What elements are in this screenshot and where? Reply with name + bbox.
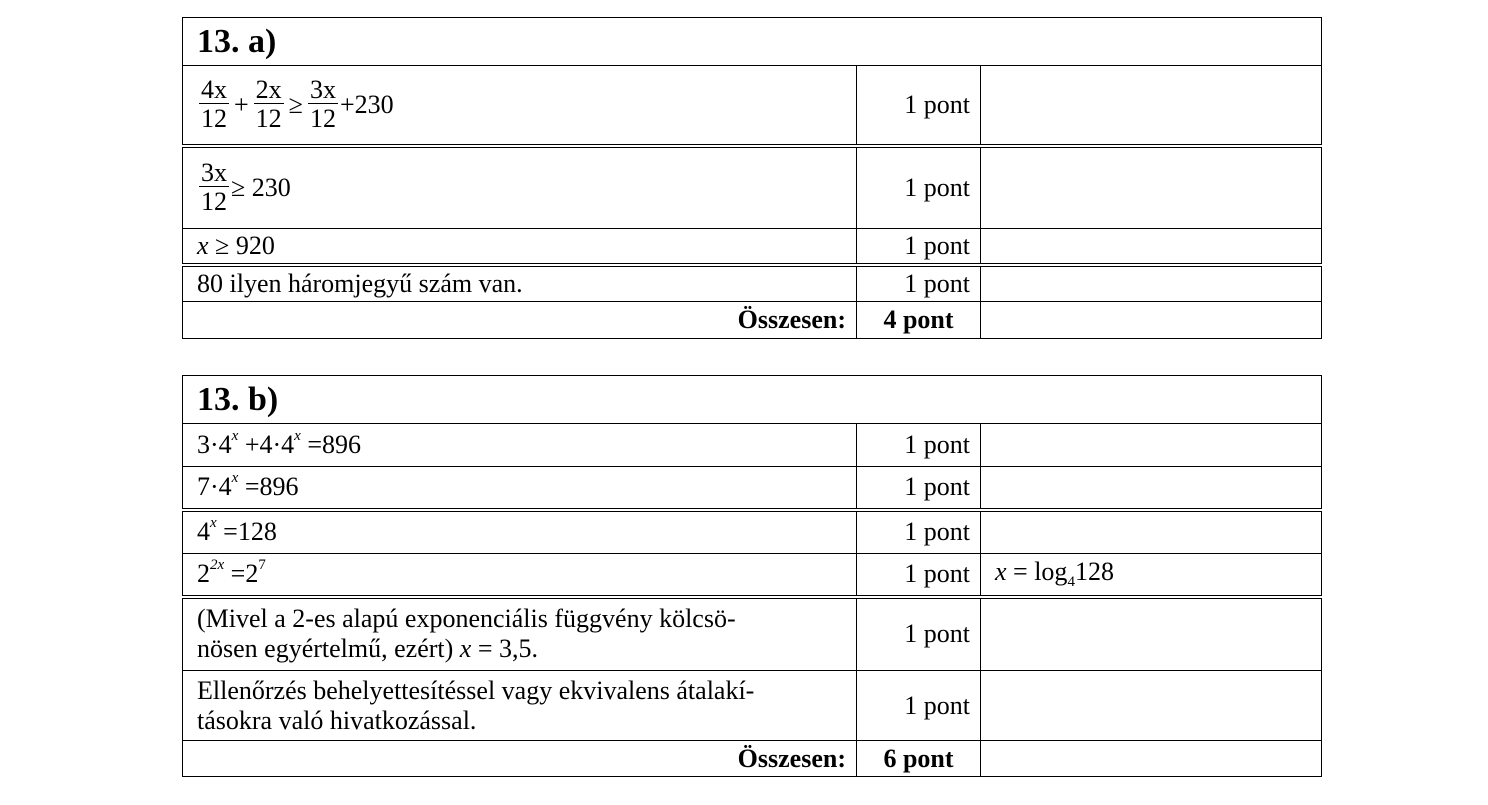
- points-cell: 1 pont: [857, 597, 981, 671]
- expr-part: =128: [216, 517, 277, 547]
- fraction: [199, 159, 229, 217]
- variable: x: [459, 634, 472, 664]
- exponent: x: [231, 470, 239, 487]
- table-row: [183, 554, 1322, 597]
- table-row: [183, 467, 1322, 510]
- notes-cell: [981, 66, 1322, 146]
- exponent: 2x: [210, 557, 225, 574]
- variable: x: [197, 230, 209, 260]
- exponent: 7: [258, 557, 266, 574]
- notes-cell: [981, 424, 1322, 467]
- notes-cell: [981, 510, 1322, 554]
- text-cell: 80 ilyen háromjegyű szám van.: [183, 265, 857, 302]
- tail-text: ≥ 230: [231, 172, 291, 202]
- line-text: tásokra való hivatkozással.: [197, 705, 477, 735]
- fraction-den: 12: [201, 186, 227, 216]
- expr-part: =2: [224, 559, 259, 589]
- expr-part: =896: [238, 472, 299, 502]
- points-cell: 1 pont: [857, 467, 981, 510]
- math-cell: [183, 66, 857, 146]
- notes-cell: [981, 265, 1322, 302]
- fraction: [199, 76, 229, 134]
- total-points: 4 pont: [857, 302, 981, 339]
- fraction-num: 2x: [255, 74, 282, 104]
- expr-part: 4: [197, 517, 210, 547]
- expr-part: 2: [197, 559, 210, 589]
- table-row: [183, 229, 1322, 265]
- total-points: 6 pont: [857, 741, 981, 777]
- line-text: Ellenőrzés behelyettesítéssel vagy ekvivalens átalakí-: [197, 675, 755, 705]
- table-row: [183, 146, 1322, 229]
- math-cell: [183, 229, 857, 265]
- expr-part: =896: [300, 430, 362, 460]
- fraction-num: 4x: [201, 74, 227, 104]
- notes-cell: [981, 741, 1322, 777]
- fraction: [254, 76, 284, 134]
- log-base: 4: [1067, 574, 1075, 591]
- math-cell: [183, 554, 857, 597]
- notes-cell: [981, 554, 1322, 597]
- notes-cell: [981, 597, 1322, 671]
- section-a-table: [182, 17, 1322, 339]
- line-text: = 3,5.: [471, 634, 538, 664]
- fraction-den: 12: [309, 103, 336, 133]
- text-cell: [183, 597, 857, 671]
- table-row: [183, 597, 1322, 671]
- note-text: 128: [1074, 557, 1114, 587]
- notes-cell: [981, 229, 1322, 265]
- expr-part: 3·4: [197, 430, 232, 460]
- total-label: Összesen:: [183, 741, 857, 777]
- tail-text: ≥ 920: [208, 230, 275, 260]
- fraction-den: 12: [255, 103, 282, 133]
- points-cell: 1 pont: [857, 554, 981, 597]
- exponent: x: [294, 428, 301, 445]
- notes-cell: [981, 671, 1322, 741]
- section-b-table: [182, 375, 1322, 777]
- points-cell: 1 pont: [857, 424, 981, 467]
- plus-sign: +: [234, 89, 249, 119]
- points-cell: 1 pont: [857, 66, 981, 146]
- notes-cell: [981, 146, 1322, 229]
- points-cell: 1 pont: [857, 146, 981, 229]
- section-a-title: 13. a): [183, 18, 1322, 66]
- math-cell: [183, 467, 857, 510]
- table-row: [183, 265, 1322, 302]
- fraction-den: 12: [201, 103, 227, 133]
- exponent: x: [231, 428, 239, 445]
- points-cell: 1 pont: [857, 510, 981, 554]
- total-row: [183, 741, 1322, 777]
- tail-text: +230: [339, 89, 394, 119]
- table-row: [183, 510, 1322, 554]
- points-cell: 1 pont: [857, 671, 981, 741]
- expr-part: 7·4: [197, 472, 232, 502]
- math-cell: [183, 424, 857, 467]
- line-text: nösen egyértelmű, ezért): [197, 634, 460, 664]
- notes-cell: [981, 467, 1322, 510]
- fraction: [308, 76, 338, 134]
- math-cell: [183, 510, 857, 554]
- table-row: [183, 671, 1322, 741]
- total-row: [183, 302, 1322, 339]
- expr-part: +4·4: [238, 430, 295, 460]
- geq-sign: ≥: [288, 89, 303, 119]
- text-cell: [183, 671, 857, 741]
- line-text: (Mivel a 2-es alapú exponenciális függvény kölcsö-: [197, 604, 736, 634]
- fraction-num: 3x: [309, 74, 336, 104]
- exponent: x: [210, 515, 217, 532]
- points-cell: 1 pont: [857, 265, 981, 302]
- table-row: [183, 424, 1322, 467]
- math-cell: [183, 146, 857, 229]
- total-label: Összesen:: [183, 302, 857, 339]
- table-row: [183, 66, 1322, 146]
- section-b-title: 13. b): [183, 376, 1322, 424]
- points-cell: 1 pont: [857, 229, 981, 265]
- fraction-num: 3x: [201, 157, 227, 187]
- note-text: = log: [1006, 557, 1068, 587]
- notes-cell: [981, 302, 1322, 339]
- variable: x: [995, 557, 1007, 587]
